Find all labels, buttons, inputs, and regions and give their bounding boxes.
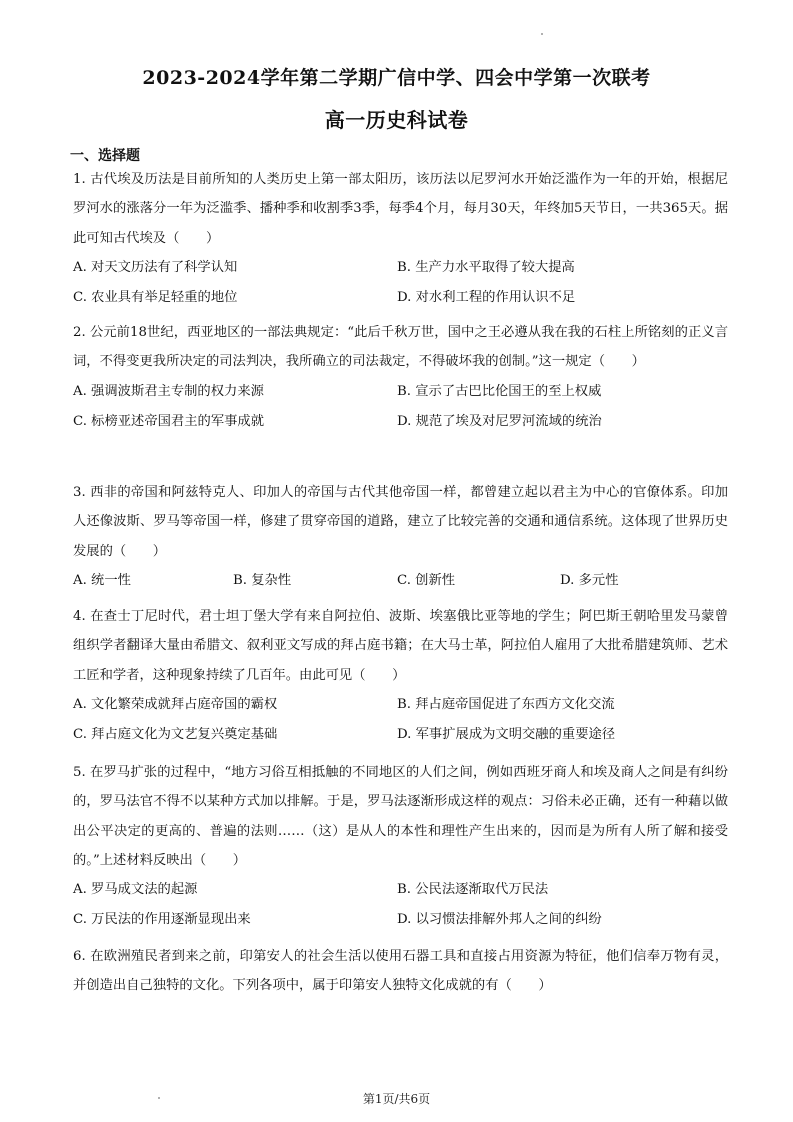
option-b[interactable]: B. 宣示了古巴比伦国王的至上权威: [397, 383, 602, 399]
scan-dot: [541, 33, 543, 35]
question-2: [73, 318, 728, 437]
option-d[interactable]: D. 以习惯法排解外邦人之间的纠纷: [397, 912, 602, 928]
question-4: [73, 602, 728, 750]
options-row: [73, 720, 728, 750]
option-b[interactable]: B. 拜占庭帝国促进了东西方文化交流: [397, 696, 615, 712]
options-row: [73, 407, 728, 437]
options-row: [73, 690, 728, 720]
exam-subtitle: 高一历史科试卷: [324, 108, 469, 132]
option-d[interactable]: D. 军事扩展成为文明交融的重要途径: [397, 726, 616, 742]
options-row: [73, 377, 728, 407]
question-stem: 5. 在罗马扩张的过程中，“地方习俗互相抵触的不同地区的人们之间，例如西班牙商人和埃及商人之间是有纠纷的，罗马法官不得不以某种方式加以排解。于是，罗马法逐渐形成这样的观点：习俗未必正确，还有一种藉以做出公平决定的更高的、普遍的法则……（这）是从人的本性和理性产生出来的，因而是为所有人所了解和接受的。”上述材料反映出（ ）: [73, 765, 728, 868]
question-stem: 4. 在查士丁尼时代，君士坦丁堡大学有来自阿拉伯、波斯、埃塞俄比亚等地的学生；阿巴斯王朝哈里发马蒙曾组织学者翻译大量由希腊文、叙利亚文写成的拜占庭书籍；在大马士革，阿拉伯人雇用了大批希腊建筑师、艺术工匠和学者，这种现象持续了几百年。由此可见（ ）: [73, 609, 728, 683]
question-stem: 2. 公元前18世纪，西亚地区的一部法典规定：“此后千秋万世，国中之王必遵从我在我的石柱上所铭刻的正义言词，不得变更我所决定的司法判决，我所确立的司法裁定，不得破坏我的创制。”这一规定（ ）: [73, 325, 728, 370]
option-c[interactable]: C. 标榜亚述帝国君主的军事成就: [73, 413, 265, 429]
option-c[interactable]: C. 万民法的作用逐渐显现出来: [73, 912, 251, 928]
option-a[interactable]: A. 强调波斯君主专制的权力来源: [73, 383, 264, 399]
option-c[interactable]: C. 农业具有举足轻重的地位: [73, 289, 238, 305]
option-a[interactable]: A. 文化繁荣成就拜占庭帝国的霸权: [73, 696, 278, 712]
question-stem: 1. 古代埃及历法是目前所知的人类历史上第一部太阳历，该历法以尼罗河水开始泛滥作为一年的开始，根据尼罗河水的涨落分一年为泛滥季、播种季和收割季3季，每季4个月，每月30天，年终加5天节日，一共365天。据此可知古代埃及（ ）: [73, 172, 728, 246]
option-d[interactable]: D. 对水利工程的作用认识不足: [397, 289, 576, 305]
option-a[interactable]: A. 罗马成文法的起源: [73, 882, 198, 898]
options-row: [73, 283, 728, 313]
option-b[interactable]: B. 生产力水平取得了较大提高: [397, 259, 575, 275]
question-1: [73, 165, 728, 313]
option-c[interactable]: C. 创新性: [397, 572, 456, 588]
option-d[interactable]: D. 多元性: [560, 572, 619, 588]
option-a[interactable]: A. 对天文历法有了科学认知: [73, 259, 238, 275]
option-b[interactable]: B. 公民法逐渐取代万民法: [397, 882, 549, 898]
option-d[interactable]: D. 规范了埃及对尼罗河流域的统治: [397, 413, 602, 429]
question-stem: 3. 西非的帝国和阿兹特克人、印加人的帝国与古代其他帝国一样，都曾建立起以君主为中心的官僚体系。印加人还像波斯、罗马等帝国一样，修建了贯穿帝国的道路，建立了比较完善的交通和通信系统。这体现了世界历史发展的（ ）: [73, 485, 728, 559]
option-c[interactable]: C. 拜占庭文化为文艺复兴奠定基础: [73, 726, 278, 742]
options-row: [73, 905, 728, 935]
exam-title: 2023-2024学年第二学期广信中学、四会中学第一次联考: [142, 67, 651, 89]
option-b[interactable]: B. 复杂性: [233, 572, 292, 588]
options-row: [73, 875, 728, 905]
options-row: [73, 253, 728, 283]
options-row: [73, 566, 728, 596]
option-a[interactable]: A. 统一性: [73, 572, 131, 588]
question-stem: 6. 在欧洲殖民者到来之前，印第安人的社会生活以使用石器工具和直接占用资源为特征，他们信奉万物有灵，并创造出自己独特的文化。下列各项中，属于印第安人独特文化成就的有（ ）: [73, 949, 728, 994]
question-6: [73, 942, 728, 1001]
page-number: 第1页/共6页: [362, 1092, 431, 1106]
section-heading: 一、选择题: [70, 148, 140, 164]
question-5: [73, 758, 728, 935]
question-3: [73, 478, 728, 596]
